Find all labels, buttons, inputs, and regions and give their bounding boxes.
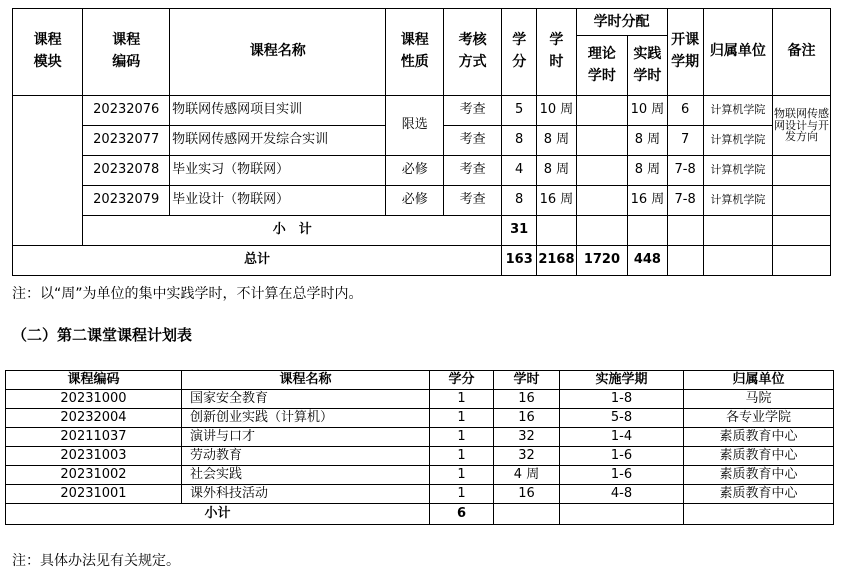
header-hour-distribution: 学时分配 (576, 9, 667, 36)
total-theory: 1720 (576, 246, 628, 276)
course-name: 毕业实习（物联网） (170, 156, 386, 186)
subtotal-row (13, 216, 831, 246)
header-term: 开课 学期 (667, 9, 703, 96)
total-practice: 448 (628, 246, 667, 276)
header-credit: 学 分 (502, 9, 537, 96)
subtotal-credit: 31 (502, 216, 537, 246)
subtotal-theory (576, 216, 628, 246)
credit: 8 (502, 126, 537, 156)
theory-hours (576, 186, 628, 216)
course-code: 20211037 (6, 428, 182, 447)
total-remark (773, 246, 831, 276)
department: 计算机学院 (703, 96, 772, 126)
total-dept (703, 246, 772, 276)
subtotal-row (6, 504, 834, 525)
header-practice-hours: 实践 学时 (628, 36, 667, 96)
header-module: 课程 模块 (13, 9, 83, 96)
credit: 1 (430, 485, 494, 504)
credit: 1 (430, 409, 494, 428)
assessment: 考查 (444, 156, 502, 186)
course-name: 创新创业实践（计算机） (182, 409, 430, 428)
department: 素质教育中心 (684, 485, 834, 504)
course-code: 20232078 (83, 156, 170, 186)
table-row (6, 485, 834, 504)
hours: 4 周 (494, 466, 560, 485)
course-code: 20232076 (83, 96, 170, 126)
practice-hours: 10 周 (628, 96, 667, 126)
hours: 32 (494, 428, 560, 447)
header-name: 课程名称 (182, 371, 430, 390)
course-code: 20232077 (83, 126, 170, 156)
header-dept: 归属单位 (703, 9, 772, 96)
credit: 4 (502, 156, 537, 186)
practice-hours: 16 周 (628, 186, 667, 216)
course-name: 社会实践 (182, 466, 430, 485)
department: 计算机学院 (703, 126, 772, 156)
table-row (6, 390, 834, 409)
course-name: 课外科技活动 (182, 485, 430, 504)
subtotal-term (560, 504, 684, 525)
course-name: 国家安全教育 (182, 390, 430, 409)
second-classroom-table (5, 370, 834, 525)
theory-hours (576, 126, 628, 156)
term: 1-8 (560, 390, 684, 409)
hours: 10 周 (537, 96, 576, 126)
hours: 16 (494, 409, 560, 428)
term: 7 (667, 126, 703, 156)
header-dept: 归属单位 (684, 371, 834, 390)
footnote: 注：具体办法见有关规定。 (12, 553, 180, 569)
subtotal-term (667, 216, 703, 246)
header-assess: 考核 方式 (444, 9, 502, 96)
course-nature: 必修 (386, 156, 444, 186)
subtotal-label: 小 计 (83, 216, 502, 246)
total-label: 总计 (13, 246, 502, 276)
header-code: 课程编码 (6, 371, 182, 390)
course-code: 20231003 (6, 447, 182, 466)
total-row (13, 246, 831, 276)
term: 6 (667, 96, 703, 126)
course-nature: 限选 (386, 96, 444, 156)
header-row (6, 371, 834, 390)
term: 7-8 (667, 156, 703, 186)
remark (773, 156, 831, 186)
table-row (13, 186, 831, 216)
header-row (13, 9, 831, 36)
assessment: 考查 (444, 186, 502, 216)
course-name: 物联网传感网项目实训 (170, 96, 386, 126)
course-code: 20231000 (6, 390, 182, 409)
department: 素质教育中心 (684, 466, 834, 485)
remark: 物联网传感网设计与开发方向 (773, 96, 831, 156)
course-name: 毕业设计（物联网） (170, 186, 386, 216)
hours: 8 周 (537, 126, 576, 156)
footnote: 注：以“周”为单位的集中实践学时，不计算在总学时内。 (12, 286, 363, 302)
credit: 1 (430, 447, 494, 466)
hours: 16 周 (537, 186, 576, 216)
subtotal-practice (628, 216, 667, 246)
subtotal-credit: 6 (430, 504, 494, 525)
department: 素质教育中心 (684, 428, 834, 447)
header-nature: 课程 性质 (386, 9, 444, 96)
department: 各专业学院 (684, 409, 834, 428)
credit: 5 (502, 96, 537, 126)
header-hours: 学 时 (537, 9, 576, 96)
header-remark: 备注 (773, 9, 831, 96)
course-code: 20232079 (83, 186, 170, 216)
credit: 1 (430, 428, 494, 447)
subtotal-hours (494, 504, 560, 525)
course-code: 20231002 (6, 466, 182, 485)
theory-hours (576, 156, 628, 186)
module-cell (13, 96, 83, 246)
header-name: 课程名称 (170, 9, 386, 96)
table-row (6, 428, 834, 447)
table-row (6, 466, 834, 485)
department: 马院 (684, 390, 834, 409)
theory-hours (576, 96, 628, 126)
hours: 16 (494, 485, 560, 504)
header-credit: 学分 (430, 371, 494, 390)
hours: 16 (494, 390, 560, 409)
course-name: 物联网传感网开发综合实训 (170, 126, 386, 156)
remark (773, 186, 831, 216)
subtotal-dept (703, 216, 772, 246)
term: 1-6 (560, 447, 684, 466)
department: 计算机学院 (703, 156, 772, 186)
assessment: 考查 (444, 96, 502, 126)
term: 5-8 (560, 409, 684, 428)
department: 计算机学院 (703, 186, 772, 216)
assessment: 考查 (444, 126, 502, 156)
course-code: 20232004 (6, 409, 182, 428)
department: 素质教育中心 (684, 447, 834, 466)
practice-hours: 8 周 (628, 156, 667, 186)
practice-hours: 8 周 (628, 126, 667, 156)
total-hours: 2168 (537, 246, 576, 276)
total-credit: 163 (502, 246, 537, 276)
hours: 8 周 (537, 156, 576, 186)
subtotal-hours (537, 216, 576, 246)
course-code: 20231001 (6, 485, 182, 504)
term: 7-8 (667, 186, 703, 216)
subtotal-dept (684, 504, 834, 525)
course-name: 演讲与口才 (182, 428, 430, 447)
course-plan-table (12, 8, 831, 276)
header-term: 实施学期 (560, 371, 684, 390)
credit: 1 (430, 390, 494, 409)
subtotal-label: 小计 (6, 504, 430, 525)
table-row (6, 447, 834, 466)
term: 1-4 (560, 428, 684, 447)
header-code: 课程 编码 (83, 9, 170, 96)
hours: 32 (494, 447, 560, 466)
table-row (13, 156, 831, 186)
total-term (667, 246, 703, 276)
subtotal-remark (773, 216, 831, 246)
table-row (6, 409, 834, 428)
credit: 8 (502, 186, 537, 216)
table-row (13, 96, 831, 126)
term: 1-6 (560, 466, 684, 485)
section-heading: （二）第二课堂课程计划表 (12, 326, 193, 344)
header-hours: 学时 (494, 371, 560, 390)
course-nature: 必修 (386, 186, 444, 216)
term: 4-8 (560, 485, 684, 504)
credit: 1 (430, 466, 494, 485)
header-theory-hours: 理论 学时 (576, 36, 628, 96)
course-name: 劳动教育 (182, 447, 430, 466)
